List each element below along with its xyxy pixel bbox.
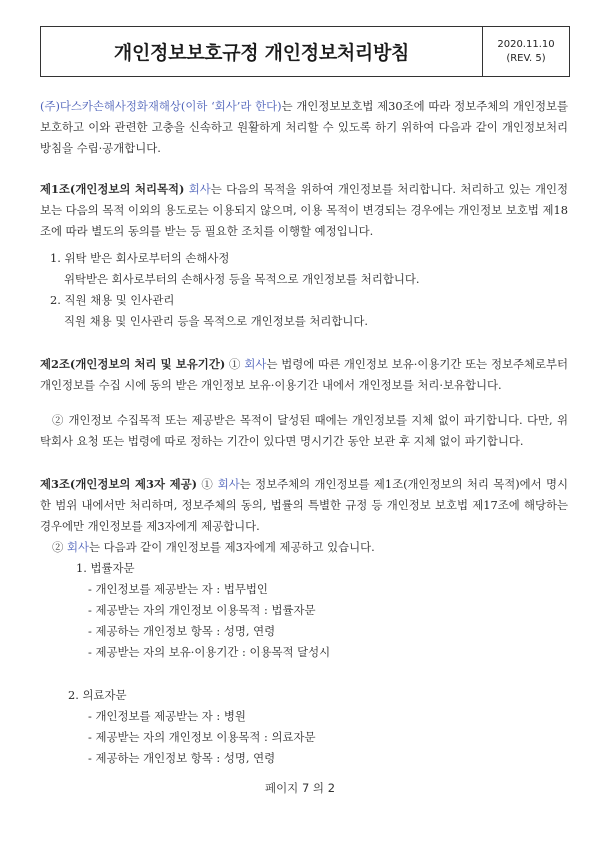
article-1 [40,179,568,242]
list-item [50,290,568,332]
list-item: - 제공받는 자의 개인정보 이용목적 : 의료자문 [88,730,316,744]
article-2-text1: 는 법령에 따른 개인정보 보유·이용기간 또는 정보주체로부터 개인정보를 수집 시에 동의 받은 개인정보 보유·이용기간 내에서 개인정보를 처리·보유합니다. [40,357,568,392]
article-2-heading: 제2조(개인정보의 처리 및 보유기간) [40,357,226,371]
list-item-desc: 직원 채용 및 인사관리 등을 목적으로 개인정보를 처리합니다. [64,314,369,328]
article-1-heading: 제1조(개인정보의 처리목적) [40,182,185,196]
article-3-heading: 제3조(개인정보의 제3자 제공) [40,477,198,491]
list-item-title: 2. 직원 채용 및 인사관리 [50,293,175,307]
revision-date: 2020.11.10 [497,38,555,50]
intro-text: 는 개인정보보호법 제30조에 따라 정보주체의 개인정보를 보호하고 이와 관련한 고충을 신속하고 원활하게 처리할 수 있도록 하기 위하여 다음과 같이 개인정보처리방침을 수립·공개합니다. [40,99,568,155]
list-item: - 제공받는 자의 보유·이용기간 : 이용목적 달성시 [88,645,331,659]
purpose-list [40,248,568,332]
group-title: 1. 법률자문 [76,561,135,575]
company-ref: 회사 [244,357,267,371]
revision-box [482,27,569,76]
revision-number: (REV. 5) [506,52,546,64]
group-title: 2. 의료자문 [68,688,127,702]
company-ref: 회사 [188,182,211,196]
provision-group-medical [40,685,568,769]
article-3-text1: 는 정보주체의 개인정보를 제1조(개인정보의 처리 목적)에서 명시한 범위 내에서만 처리하며, 정보주체의 동의, 법률의 특별한 규정 등 개인정보 보호법 제17조에 해당하는 경우에만 개인정보를 제3자에게 제공합니다. [40,477,568,533]
intro-paragraph [40,96,568,159]
article-3 [40,474,568,537]
article-2-text2: ② 개인정보 수집목적 또는 제공받은 목적이 달성된 때에는 개인정보를 지체 없이 파기합니다. 다만, 위탁회사 요청 또는 법령에 따로 정하는 기간이 있다면 명시기간 동안 보관 후 지체 없이 파기합니다. [40,413,568,448]
article-3-num2: ② [52,540,64,554]
article-3-num1: ① [201,477,214,491]
article-2-num1: ① [229,357,241,371]
article-2-para2 [40,410,568,452]
provision-group-legal [40,558,568,663]
page-number: 페이지 7 의 2 [264,781,336,795]
document-header [40,26,570,77]
list-item: - 제공하는 개인정보 항목 : 성명, 연령 [88,624,276,638]
document-title: 개인정보보호규정 개인정보처리방침 [113,42,410,64]
company-ref: 회사 [217,477,240,491]
list-item: - 제공하는 개인정보 항목 : 성명, 연령 [88,751,276,765]
article-3-text2: 는 다음과 같이 개인정보를 제3자에게 제공하고 있습니다. [89,540,375,554]
article-3-para2 [40,537,568,558]
company-name: (주)다스카손해사정화재해상(이하 ‘회사’라 한다) [40,99,282,113]
company-ref: 회사 [67,540,90,554]
article-1-text: 는 다음의 목적을 위하여 개인정보를 처리합니다. 처리하고 있는 개인정보는 다음의 목적 이외의 용도로는 이용되지 않으며, 이용 목적이 변경되는 경우에는 개인정보 보호법 제18조에 따라 별도의 동의를 받는 등 필요한 조치를 이행할 예정입니다. [40,182,568,238]
list-item [50,248,568,290]
list-item: - 개인정보를 제공받는 자 : 병원 [88,709,246,723]
article-2 [40,354,568,396]
list-item: - 제공받는 자의 개인정보 이용목적 : 법률자문 [88,603,316,617]
list-item-title: 1. 위탁 받은 회사로부터의 손해사정 [50,251,230,265]
list-item: - 개인정보를 제공받는 자 : 법무법인 [88,582,268,596]
document-body [40,96,568,769]
list-item-desc: 위탁받은 회사로부터의 손해사정 등을 목적으로 개인정보를 처리합니다. [64,272,420,286]
